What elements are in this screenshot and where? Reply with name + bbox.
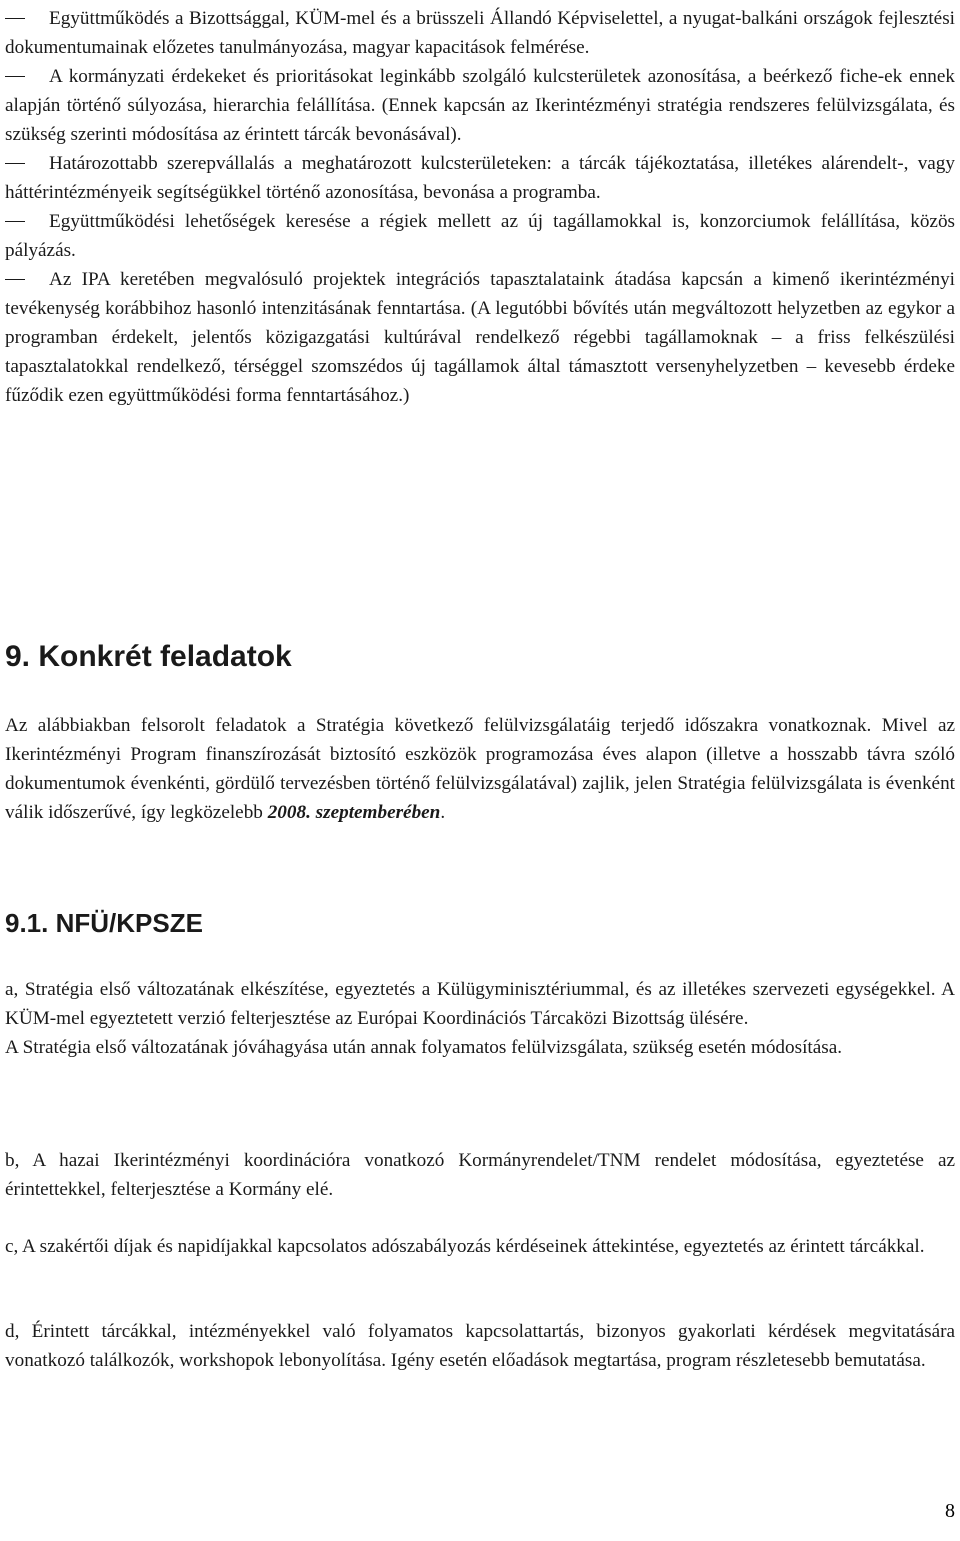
task-item-d: d, Érintett tárcákkal, intézményekkel való folyamatos kapcsolattartás, bizonyos gyakorlati kérdések megvitatására vonatkozó találkozók, workshopok lebonyolítása. Igény esetén előadások megtartása, program részletesebb bemutatása. <box>5 1321 955 1371</box>
section-9-intro <box>5 711 955 827</box>
page-number: 8 <box>945 1500 955 1522</box>
bullet-item: Együttműködés a Bizottsággal, KÜM-mel és a brüsszeli Állandó Képviselettel, a nyugat-balkáni országok fejlesztési dokumentumainak előzetes tanulmányozása, magyar kapacitások felmérése. <box>5 8 955 58</box>
dash-icon <box>5 279 25 280</box>
bullet-list <box>5 4 955 410</box>
bullet-item: Együttműködési lehetőségek keresése a régiek mellett az új tagállamokkal is, konzorciumok felállítása, közös pályázás. <box>5 211 955 261</box>
task-item-a: a, Stratégia első változatának elkészítése, egyeztetés a Külügyminisztériummal, és az illetékes szervezeti egységekkel. A KÜM-mel egyeztetett verzió felterjesztése az Európai Koordinációs Tárcaközi Bizottság ülésére. A Stratégia első változatának jóváhagyása után annak folyamatos felülvizsgálata, szükség esetén módosítása. <box>5 979 955 1058</box>
bullet-item: Határozottabb szerepvállalás a meghatározott kulcsterületeken: a tárcák tájékoztatása, illetékes alárendelt-, vagy háttérintézményeik segítségükkel történő azonosítása, bevonása a programba. <box>5 153 955 203</box>
bullet-item: A kormányzati érdekeket és prioritásokat leginkább szolgáló kulcsterületek azonosítása, a beérkező fiche-ek ennek alapján történő súlyozása, hierarchia felállítása. (Ennek kapcsán az Ikerintézményi stratégia rendszeres felülvizsgálata, és szükség szerinti módosítása az érintett tárcák bevonásával). <box>5 66 955 145</box>
dash-icon <box>5 221 25 222</box>
section-heading-9-1: 9.1. NFÜ/KPSZE <box>5 908 203 938</box>
bullet-item: Az IPA keretében megvalósuló projektek integrációs tapasztalataink átadása kapcsán a kimenő ikerintézményi tevékenység korábbihoz hasonló intenzitásának fenntartása. (A legutóbbi bővítés után megváltozott helyzetben az egykor a programban érdekelt, jelentős közigazgatási kultúrával rendelkező régebbi tagállamoknak – a friss felkészülési tapasztalatokkal rendelkező, térséggel szomszédos új tagállamok által támasztott versenyhelyzetben – kevesebb érdeke fűződik ezen együttműködési forma fenntartásához.) <box>5 269 955 406</box>
intro-paragraph: Az alábbiakban felsorolt feladatok a Stratégia következő felülvizsgálatáig terjedő időszakra vonatkoznak. Mivel az Ikerintézményi Program finanszírozását biztosító eszközök programozása éves alapon (illetve a hosszabb távra szóló dokumentumok évenkénti, gördülő tervezésben történő felülvizsgálatával) zajlik, jelen Stratégia felülvizsgálata is évenként válik időszerűvé, így legközelebb 2008. szeptemberében. <box>5 715 955 823</box>
dash-icon <box>5 18 25 19</box>
section-heading-9: 9. Konkrét feladatok <box>5 640 292 673</box>
dash-icon <box>5 76 25 77</box>
dash-icon <box>5 163 25 164</box>
task-item-b: b, A hazai Ikerintézményi koordinációra vonatkozó Kormányrendelet/TNM rendelet módosítása, egyeztetése az érintettekkel, felterjesztése a Kormány elé. <box>5 1150 955 1200</box>
task-item-c: c, A szakértői díjak és napidíjakkal kapcsolatos adószabályozás kérdéseinek áttekintése, egyeztetés az érintett tárcákkal. <box>5 1236 925 1257</box>
